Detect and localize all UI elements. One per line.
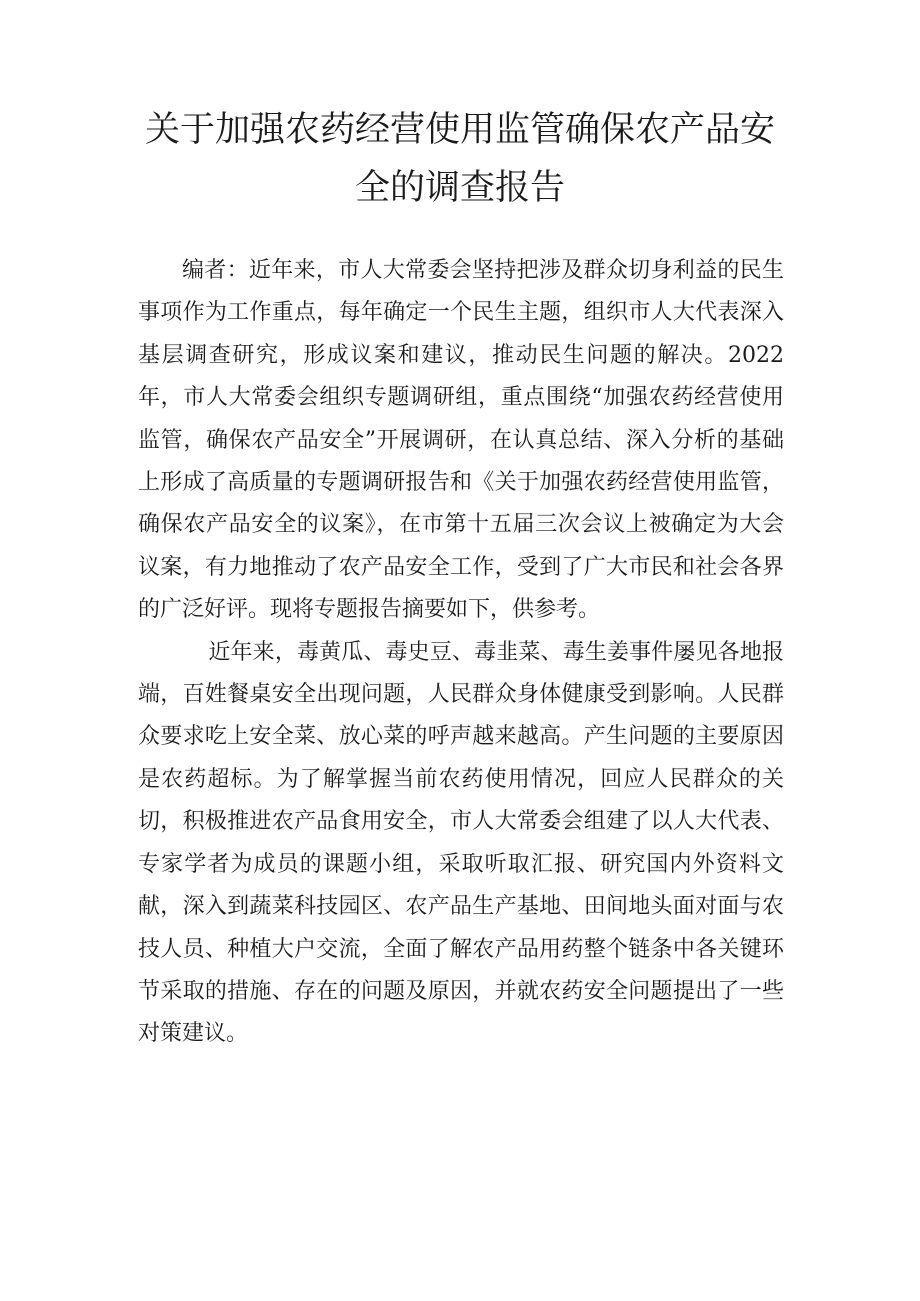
title-line-1: 关于加强农药经营使用监管确保农产品安 (144, 110, 775, 150)
title-line-2: 全的调查报告 (354, 168, 565, 208)
document-body (138, 250, 784, 1056)
editor-note-paragraph: 编者：近年来，市人大常委会坚持把涉及群众切身利益的民生事项作为工作重点，每年确定一个民生主题，组织市人大代表深入基层调查研究，形成议案和建议，推动民生问题的解决。2022年，市人大常委会组织专题调研组，重点围绕“加强农药经营使用监管，确保农产品安全”开展调研，在认真总结、深入分析的基础上形成了高质量的专题调研报告和《关于加强农药经营使用监管，确保农产品安全的议案》，在市第十五届三次会议上被确定为大会议案，有力地推动了农产品安全工作，受到了广大市民和社会各界的广泛好评。现将专题报告摘要如下，供参考。 (138, 258, 784, 623)
body-paragraph: 近年来，毒黄瓜、毒史豆、毒韭菜、毒生姜事件屡见各地报端，百姓餐桌安全出现问题，人民群众身体健康受到影响。人民群众要求吃上安全菜、放心菜的呼声越来越高。产生问题的主要原因是农药超标。为了解掌握当前农药使用情况，回应人民群众的关切，积极推进农产品食用安全，市人大常委会组建了以人大代表、专家学者为成员的课题小组，采取听取汇报、研究国内外资料文献，深入到蔬菜科技园区、农产品生产基地、田间地头面对面与农技人员、种植大户交流，全面了解农产品用药整个链条中各关键环节采取的措施、存在的问题及原因，并就农药安全问题提出了一些对策建议。 (138, 639, 784, 1047)
document-title (110, 101, 810, 217)
